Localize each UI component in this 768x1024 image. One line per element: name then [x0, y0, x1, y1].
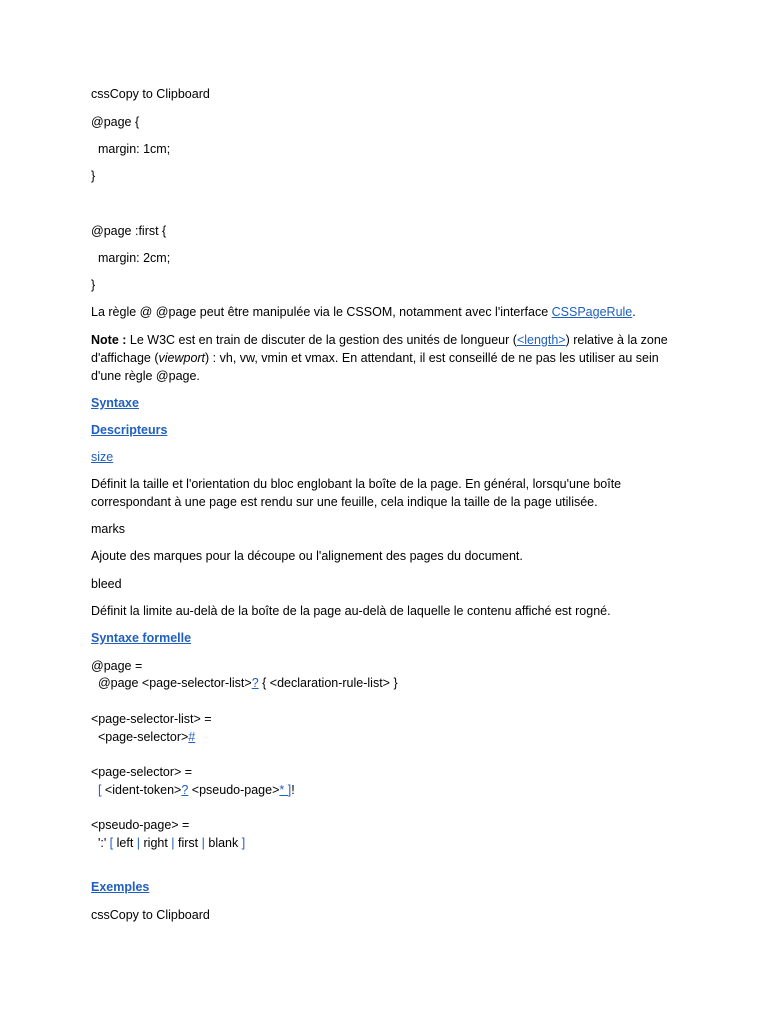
- note-italic: viewport: [158, 351, 206, 365]
- formal-line: <pseudo-page> =: [91, 818, 190, 832]
- heading-syntaxe-formelle[interactable]: Syntaxe formelle: [91, 631, 192, 645]
- note-text: ) relative à la zone d'affichage (: [91, 333, 672, 365]
- formal-text: <ident-token>: [101, 783, 182, 797]
- bracket-link[interactable]: ]: [241, 836, 246, 850]
- bracket-link[interactable]: ]: [284, 783, 292, 797]
- copy-to-clipboard-button[interactable]: cssCopy to Clipboard: [91, 87, 210, 101]
- intro-paragraph: [91, 303, 681, 321]
- multiplier-link[interactable]: ?: [251, 676, 259, 690]
- formal-text: right: [140, 836, 172, 850]
- heading-exemples[interactable]: Exemples: [91, 880, 150, 894]
- note-label: Note :: [91, 333, 127, 347]
- formal-line: [91, 781, 681, 799]
- descriptor-bleed: bleed: [91, 577, 122, 591]
- multiplier-link[interactable]: #: [188, 730, 196, 744]
- formal-text: <pseudo-page>: [188, 783, 280, 797]
- code-line: }: [91, 278, 96, 292]
- copy-to-clipboard-button[interactable]: cssCopy to Clipboard: [91, 908, 210, 922]
- bar-link[interactable]: |: [171, 836, 175, 850]
- descriptor-size-link[interactable]: size: [91, 450, 114, 464]
- multiplier-link[interactable]: ?: [181, 783, 189, 797]
- note-text: ) : vh, vw, vmin et vmax. En attendant, il est conseillé de ne pas les utiliser au sein d'une règle @page.: [91, 351, 663, 383]
- intro-text-end: .: [632, 305, 636, 319]
- code-line: margin: 1cm;: [91, 142, 171, 156]
- note-text: Le W3C est en train de discuter de la gestion des unités de longueur (: [126, 333, 517, 347]
- formal-text: @page <page-selector-list>: [91, 676, 252, 690]
- formal-text: first: [174, 836, 202, 850]
- formal-line: [91, 728, 681, 746]
- code-line: }: [91, 169, 96, 183]
- formal-line: <page-selector> =: [91, 765, 193, 779]
- length-link[interactable]: <length>: [516, 333, 566, 347]
- heading-syntaxe[interactable]: Syntaxe: [91, 396, 139, 410]
- note-paragraph: [91, 331, 681, 385]
- bar-link[interactable]: |: [136, 836, 141, 850]
- bar-link[interactable]: |: [201, 836, 205, 850]
- csspagerule-link[interactable]: CSSPageRule: [551, 305, 633, 319]
- code-line: @page {: [91, 115, 140, 129]
- formal-line: [91, 834, 681, 852]
- intro-text: La règle @ @page peut être manipulée via le CSSOM, notamment avec l'interface: [91, 305, 552, 319]
- multiplier-link[interactable]: *: [279, 783, 285, 797]
- bracket-link[interactable]: [: [97, 783, 102, 797]
- descriptor-marks: marks: [91, 522, 126, 536]
- formal-text: blank: [204, 836, 242, 850]
- descriptor-marks-desc: Ajoute des marques pour la découpe ou l'alignement des pages du document.: [91, 549, 523, 563]
- formal-text: <page-selector>: [91, 730, 189, 744]
- formal-text: !: [291, 783, 295, 797]
- formal-line: @page =: [91, 659, 143, 673]
- formal-text: { <declaration-rule-list> }: [258, 676, 398, 690]
- descriptor-bleed-desc: Définit la limite au-delà de la boîte de la page au-delà de laquelle le contenu affiché est rogné.: [91, 604, 611, 618]
- code-line: margin: 2cm;: [91, 251, 171, 265]
- code-line: @page :first {: [91, 224, 167, 238]
- heading-descripteurs[interactable]: Descripteurs: [91, 423, 168, 437]
- descriptor-size-desc: Définit la taille et l'orientation du bloc englobant la boîte de la page. En général, lorsqu'une boîte correspondant à une page est rendu sur une feuille, cela indique la taille de la page utilisée.: [91, 477, 625, 509]
- formal-line: <page-selector-list> =: [91, 712, 212, 726]
- bracket-link[interactable]: [: [109, 836, 114, 850]
- formal-line: [91, 674, 681, 692]
- formal-text: ':': [91, 836, 110, 850]
- formal-text: left: [113, 836, 137, 850]
